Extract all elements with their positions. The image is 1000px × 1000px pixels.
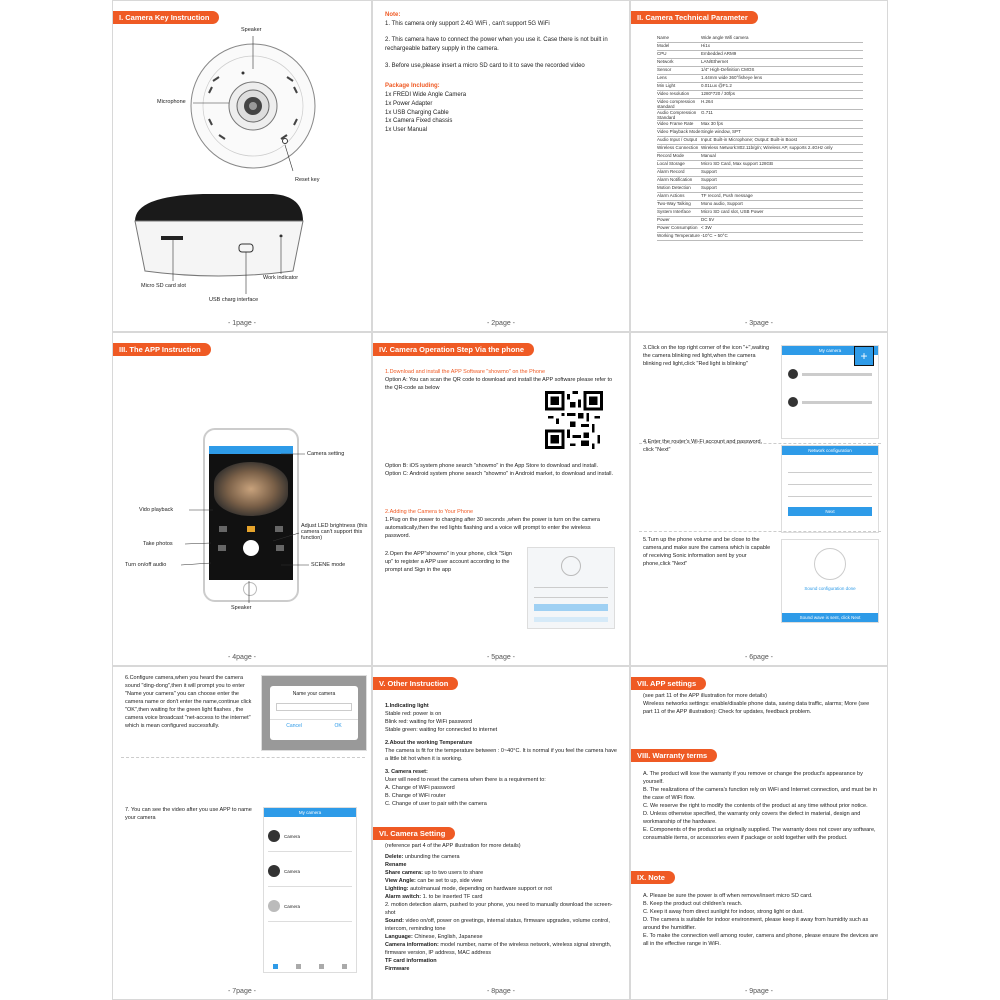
parameter-row <box>657 35 863 43</box>
tab-icon[interactable] <box>273 964 278 969</box>
indicator-line: Stable red: power is on <box>385 710 442 717</box>
parameter-name: Audio Compression Standard <box>657 110 697 120</box>
section-badge: VIII. Warranty terms <box>631 749 717 762</box>
step7: 7. You can see the video after you use APP to name your camera <box>125 807 252 821</box>
reset-line: B. Change of WiFi router <box>385 792 446 799</box>
parameter-value: Manual <box>701 153 716 158</box>
section-badge: IX. Note <box>631 871 675 884</box>
callout-lines <box>113 333 372 666</box>
parameter-name: Local Storage <box>657 161 685 166</box>
warranty-item: E. Components of the product as originally supplied. The warranty does not cover any software, consumable items, or accessories even if package or sold together with the product. <box>643 826 876 841</box>
section-badge: V. Other Instruction <box>373 677 458 690</box>
camera-list-screenshot <box>263 807 357 973</box>
setting-item <box>385 918 621 934</box>
page-6 <box>630 332 888 666</box>
note-item: B. Keep the product out children's reach. <box>643 900 743 907</box>
package-title: Package Including: <box>385 83 440 90</box>
setting-item <box>385 894 621 902</box>
parameter-value: Single window, SPT <box>701 129 741 134</box>
setting-desc: auto/manual mode, depending on hardware support or not <box>410 885 552 892</box>
page-number: - 7page - <box>227 988 257 995</box>
indicator-line: Blink red: waiting for WiFi password <box>385 718 473 725</box>
parameter-value: Max 30 fps <box>701 121 724 126</box>
parameter-row <box>657 177 863 185</box>
parameter-name: Record Mode <box>657 153 685 158</box>
step6: 6.Configure camera,when you heard the camera sound "ding-dong",then it will prompt you to enter "Name your camera" you can choose enter the camera name or don't enter the name,continue click "OK",then waiting for the green light flashes , the camera voice broadcast "net-access to the internet" which is mean configured successfully. <box>125 675 252 729</box>
cancel-button[interactable]: Cancel <box>286 723 302 729</box>
step2-title: 2.Adding the Camera to Your Phone <box>385 509 474 515</box>
take-photos-label: Take photos <box>143 541 173 547</box>
setting-desc: 2. motion detection alarm, pushed to your phone, you need to manually download the screen-shot <box>385 901 613 916</box>
warranty-item: C. We reserve the right to modify the contents of the product at any time without prior notice. <box>643 802 868 809</box>
parameter-name: Network <box>657 59 674 64</box>
parameter-value: TF record, Push message <box>701 193 753 198</box>
app-title-bar: My camera <box>782 346 878 355</box>
parameter-value: DC 5V <box>701 217 715 222</box>
app-settings-text: Wireless networks settings: enable/disable phone data, saving data traffic, alarms; More (see part 11 of the APP illustration): Check for updates, feedback problem. <box>643 700 870 715</box>
tab-icon[interactable] <box>296 964 301 969</box>
settings-list <box>385 854 621 974</box>
parameter-name: Power Consumption <box>657 225 698 230</box>
parameter-name: Lens <box>657 75 667 80</box>
page-number: - 1page - <box>227 320 257 327</box>
parameter-row <box>657 110 863 121</box>
parameter-value: Micro SD Card, Max support 128GB <box>701 161 774 166</box>
parameter-row <box>657 145 863 153</box>
parameter-name: Motion Detection <box>657 185 691 190</box>
login-screenshot <box>527 547 615 629</box>
page-7 <box>112 666 372 1000</box>
parameter-name: Audio Input / Output <box>657 137 698 142</box>
setting-name: Firmware <box>385 965 410 972</box>
parameter-name: Working Temperature <box>657 233 700 238</box>
parameter-name: Power <box>657 217 670 222</box>
page-3 <box>630 0 888 332</box>
package-item: 1x User Manual <box>385 126 428 133</box>
setting-name: Rename <box>385 861 407 868</box>
parameter-value: G.711 <box>701 110 713 115</box>
dialog-title: Name your camera <box>292 691 336 697</box>
parameter-row <box>657 225 863 233</box>
parameter-row <box>657 59 863 67</box>
parameter-row <box>657 99 863 110</box>
setting-desc: Chinese, English, Japanese <box>414 933 483 940</box>
parameter-name: Sensor <box>657 67 672 72</box>
warranty-item: B. The realizations of the camera's function rely on WiFi and Internet connection, and must be in the case of WiFi flow. <box>643 786 877 801</box>
parameter-name: Name <box>657 35 670 40</box>
sound-next-button[interactable]: Sound wave is sent, click Next <box>782 613 878 622</box>
page-8 <box>372 666 630 1000</box>
parameter-row <box>657 129 863 137</box>
parameter-value: -10°C ~ 50°C <box>701 233 728 238</box>
setting-item <box>385 862 621 870</box>
option-a: Option A: You can scan the QR code to download and install the APP software please refer to the QR-code as below <box>385 376 613 391</box>
tab-icon[interactable] <box>319 964 324 969</box>
audio-label: Turn on/off audio <box>125 562 167 568</box>
page-number: - 4page - <box>227 654 257 661</box>
setting-name: TF card information <box>385 957 437 964</box>
section-badge: I. Camera Key Instruction <box>113 11 219 24</box>
note-3: 3. Before use,please insert a micro SD card to it to save the recorded video <box>385 62 585 69</box>
parameter-row <box>657 91 863 99</box>
parameter-row <box>657 209 863 217</box>
package-item: 1x USB Charging Cable <box>385 109 449 116</box>
setting-name: Delete: <box>385 853 404 860</box>
parameter-value: 0.01Lux @F1.2 <box>701 83 732 88</box>
page-9 <box>630 666 888 1000</box>
sound-link[interactable]: Sound configuration done <box>804 586 856 591</box>
temp-text: The camera is fit for the temperature between : 0~40°C. It is normal if you feel the camera have a little bit hot when it is working. <box>385 747 617 762</box>
name-dialog-screenshot <box>261 675 367 751</box>
reset-line: A. Change of WiFi password <box>385 784 455 791</box>
app-title-bar: My camera <box>264 808 356 817</box>
parameter-value: 1280*720 / 30fps <box>701 91 736 96</box>
parameter-name: Two-Way Talking <box>657 201 691 206</box>
parameter-name: Alarm Notification <box>657 177 693 182</box>
temp-title: 2.About the working Temperature <box>385 739 473 746</box>
setting-desc: up to two users to share <box>424 869 484 876</box>
sound-screenshot <box>781 539 879 623</box>
sd-slot-label: Micro SD card slot <box>141 283 186 289</box>
parameter-row <box>657 83 863 91</box>
parameter-row <box>657 137 863 145</box>
wifi-title-bar: Network configuration <box>782 446 878 455</box>
setting-desc: model number, name of the wireless network, wireless signal strength, firmware version, IP address, MAC address <box>385 941 612 956</box>
note-2: 2. This camera have to connect the power when you use it. Case there is not built in rechargeable battery supply in the camera. <box>385 37 608 53</box>
parameter-name: Min Light <box>657 83 676 88</box>
camera-setting-label: Camera setting <box>307 451 345 457</box>
note-item: A. Please be sure the power is off when remove/insert micro SD card. <box>643 893 813 899</box>
setting-item <box>385 958 621 966</box>
settings-ref: (reference part 4 of the APP illustration for more details) <box>385 843 521 849</box>
parameter-row <box>657 217 863 225</box>
parameter-value: 1.44mm wide 360°fisheye lens <box>701 75 763 80</box>
parameter-value: Support <box>701 185 717 190</box>
speaker-label: Speaker <box>231 605 252 611</box>
camera-item-label[interactable]: Camera <box>284 868 301 874</box>
note-1: 1. This camera only support 2.4G WiFi , can't support 5G WiFi <box>385 20 550 27</box>
parameter-row <box>657 201 863 209</box>
parameter-name: Model <box>657 43 670 48</box>
setting-name: Sound: <box>385 917 404 924</box>
next-button[interactable]: Next <box>788 507 872 516</box>
section-badge: II. Camera Technical Parameter <box>631 11 758 24</box>
camera-item-label[interactable]: Camera <box>284 833 301 839</box>
parameter-row <box>657 153 863 161</box>
note-item: D. The camera is suitable for indoor environment, please keep it away from humidity such as around the humidifier. <box>643 916 869 931</box>
reset-key-label: Reset key <box>295 177 320 183</box>
section-badge: IV. Camera Operation Step Via the phone <box>373 343 534 356</box>
parameter-row <box>657 43 863 51</box>
page-number: - 3page - <box>744 320 774 327</box>
parameter-value: Wide angle Wifi camera <box>701 35 749 40</box>
indicator-line: Stable green: waiting for connected to internet <box>385 726 498 733</box>
app-settings-ref: (see part 11 of the APP illustration for more details) <box>643 693 767 699</box>
setting-item <box>385 966 621 974</box>
parameter-row <box>657 193 863 201</box>
parameter-row <box>657 169 863 177</box>
qr-code[interactable] <box>545 391 603 449</box>
parameter-name: Video Frame Rate <box>657 121 694 126</box>
package-item: 1x Power Adapter <box>385 100 433 107</box>
parameter-name: Wireless Connection <box>657 145 699 150</box>
parameter-name: Video Playback Mode <box>657 129 701 134</box>
setting-desc: can be set to up, side view <box>417 877 483 884</box>
section-badge: VII. APP settings <box>631 677 706 690</box>
setting-name: Camera information: <box>385 941 439 948</box>
setting-item <box>385 878 621 886</box>
parameter-value: Wireless Network:802.11b/g/n; Wireless AP, supports 2.4GHz only <box>701 145 833 150</box>
indicator-title: 1.Indicating light <box>385 703 429 709</box>
page-2 <box>372 0 630 332</box>
parameter-value: Input: Built-in Microphone; Output: Built-in Boost <box>701 137 798 142</box>
camera-item-label[interactable]: Camera <box>284 903 301 909</box>
parameter-value: < 3W <box>701 225 712 230</box>
my-camera-screenshot <box>781 345 879 439</box>
setting-desc: video on/off, power on greetings, internal status, firmware upgrades, volume control, intercom, reminding tone <box>385 917 610 932</box>
step5: 5.Turn up the phone volume and be close to the camera,and make sure the camera which is capable of receiving Sonic information sent by your phone,click "Next" <box>643 537 771 567</box>
page-number: - 5page - <box>486 654 516 661</box>
parameter-row <box>657 233 863 241</box>
parameter-value: LAN/Ethernet <box>701 59 729 64</box>
setting-name: Language: <box>385 933 413 940</box>
ok-button[interactable]: OK <box>334 723 342 729</box>
page-number: - 9page - <box>744 988 774 995</box>
option-b: Option B: iOS system phone search "showmo" in the App Store to download and install. <box>385 463 599 469</box>
setting-item <box>385 934 621 942</box>
parameter-value: H.264 <box>701 99 714 104</box>
parameter-value: Support <box>701 177 717 182</box>
setting-item <box>385 886 621 894</box>
parameter-name: Video resolution <box>657 91 690 96</box>
video-playback-label: Vido playback <box>139 507 174 513</box>
step3: 3.Click on the top right corner of the icon "+",waiting the camera blinking red light,when the camera blinking red light,click "Red light is blinking" <box>643 345 770 367</box>
usb-label: USB charg interface <box>209 297 259 303</box>
setting-item <box>385 942 621 958</box>
note-item: E. To make the connection well among router, camera and phone, please ensure the devices are all in the effective range in WiFi. <box>643 932 879 947</box>
scene-mode-label: SCENE mode <box>311 562 346 568</box>
work-indicator-label: Work indicator <box>263 275 299 281</box>
step2-1: 1.Plug on the power to charging after 30 seconds ,when the power is turn on the camera automatically,then the red lights flashing and a voice will prompt to enter the wireless password. <box>385 516 600 539</box>
parameter-value: 1/4" High-Definition CMOS <box>701 67 755 72</box>
adjust-led-label: Adjust LED brightness (this camera can't support this function) <box>301 523 368 541</box>
parameter-value: Micro SD card slot, USB Power <box>701 209 764 214</box>
package-item: 1x FREDI Wide Angle Camera <box>385 92 467 99</box>
parameter-row <box>657 67 863 75</box>
parameter-row <box>657 185 863 193</box>
parameter-name: System Interface <box>657 209 691 214</box>
setting-desc: 1. to be inserted TF card <box>422 893 483 900</box>
reset-title: 3. Camera reset: <box>385 768 428 775</box>
parameter-value: Hi1x <box>701 43 711 48</box>
note-title: Note: <box>385 12 401 18</box>
page-number: - 6page - <box>744 654 774 661</box>
reset-line: C. Change of user to pair with the camera <box>385 800 487 807</box>
section-badge: III. The APP Instruction <box>113 343 211 356</box>
package-item: 1x Camera Fixed chassis <box>385 118 453 125</box>
setting-name: Alarm switch: <box>385 893 422 900</box>
section-badge: VI. Camera Setting <box>373 827 455 840</box>
step2-2: 2.Open the APP"showmo" in your phone, click "Sign up" to register a APP user account according to the prompt and Sign in the app <box>385 551 512 573</box>
parameter-value: Support <box>701 169 717 174</box>
warranty-item: A. The product will lose the warranty if you remove or change the product's appearance by yourself. <box>643 771 863 785</box>
parameter-row <box>657 51 863 59</box>
parameter-name: Alarm Actions <box>657 193 685 198</box>
step1-title: 1.Download and install the APP Software "showmo" on the Phone <box>385 369 546 375</box>
parameter-name: Video compression standard <box>657 99 696 109</box>
setting-item <box>385 870 621 878</box>
page-1 <box>112 0 372 332</box>
page-number: - 2page - <box>486 320 516 327</box>
parameter-name: CPU <box>657 51 667 56</box>
option-c: Option C: Android system phone search "showmo" in Android market, to download and install. <box>385 470 614 477</box>
parameter-table <box>657 35 863 241</box>
speaker-label: Speaker <box>241 27 262 33</box>
tab-icon[interactable] <box>342 964 347 969</box>
setting-name: View Angle: <box>385 877 416 884</box>
step4: 4.Enter the router's Wi-Fi account and password, click "Next" <box>643 439 763 453</box>
microphone-label: Microphone <box>157 99 186 105</box>
parameter-row <box>657 161 863 169</box>
setting-item <box>385 854 621 862</box>
parameter-row <box>657 121 863 129</box>
parameter-name: Alarm Record <box>657 169 685 174</box>
setting-name: Share camera: <box>385 869 423 876</box>
page-5 <box>372 332 630 666</box>
setting-desc: unbunding the camera <box>404 853 460 860</box>
parameter-value: Embedded ARM9 <box>701 51 737 56</box>
parameter-row <box>657 75 863 83</box>
wifi-screenshot <box>781 445 879 533</box>
page-4 <box>112 332 372 666</box>
page-number: - 8page - <box>486 988 516 995</box>
add-camera-button[interactable]: + <box>854 346 874 366</box>
note-item: C. Keep it away from direct sunlight for indoor, strong light or dust. <box>643 908 804 915</box>
warranty-item: D. Unless otherwise specified, the warranty only covers the defect in material, design and workmanship of the hardware. <box>643 810 861 825</box>
setting-name: Lighting: <box>385 885 409 892</box>
setting-item <box>385 902 621 918</box>
reset-line: User will need to reset the camera when there is a requirement to: <box>385 776 546 783</box>
parameter-value: Mono audio, Support <box>701 201 743 206</box>
